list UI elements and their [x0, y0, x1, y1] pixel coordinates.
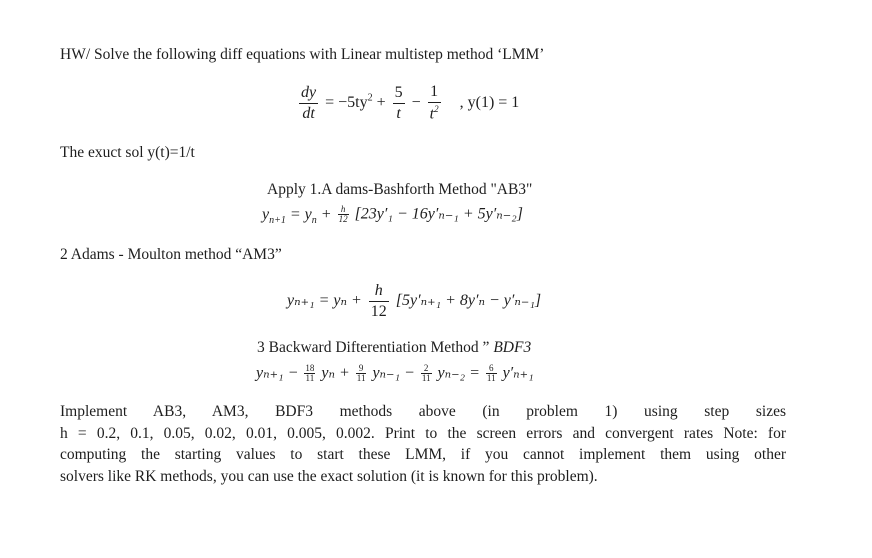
bdf3-formula	[256, 364, 534, 384]
one-over-t2-fraction	[428, 84, 441, 122]
ab3-title: Apply 1.A dams-Bashforth Method "AB3"	[267, 181, 533, 198]
initial-condition: , y(1) = 1	[459, 93, 520, 111]
am3-formula	[287, 283, 541, 320]
ab3-rhs: [23y′₁ − 16y′ₙ₋₁ + 5y′ₙ₋₂]	[354, 205, 523, 223]
task-line-4: solvers like RK methods, you can use the exact solution (it is known for this problem).	[60, 468, 598, 486]
bdf3-title-prefix: 3 Backward Difterentiation Method ”	[257, 339, 490, 356]
bdf3-frac-2-11: $\frac{2}{11}$	[421, 363, 431, 384]
bdf3-frac-9-11: $\frac{9}{11}$	[356, 363, 366, 384]
exact-solution: The exuct sol y(t)=1/t	[60, 144, 195, 161]
am3-title: 2 Adams - Moulton method “AM3”	[60, 246, 282, 263]
bdf3-term5: y′ₙ₊₁	[502, 364, 534, 382]
am3-h-over-12: $\frac{h}{12}$	[370, 282, 387, 320]
task-paragraph	[60, 401, 786, 488]
one-numerator: 1	[428, 84, 441, 103]
am3-rhs: [5y′ₙ₊₁ + 8y′ₙ − y′ₙ₋₁]	[395, 292, 542, 310]
am3-lhs: yₙ₊₁ = yₙ +	[287, 292, 362, 310]
ab3-h-over-12: $\frac{h}{12}$	[338, 204, 348, 225]
task-line-2: h = 0.2, 0.1, 0.05, 0.02, 0.01, 0.005, 0.002. Print to the screen errors and convergent rates Note: for	[60, 424, 786, 442]
ab3-lhs-rendered: $y_{n+1} = y_n$ +	[262, 205, 332, 226]
ode-square: 2	[367, 92, 373, 104]
bdf3-title	[257, 340, 531, 356]
task-line-3: computing the starting values to start these LMM, if you cannot implement them using other	[60, 446, 786, 464]
bdf3-frac-18-11: $\frac{18}{11}$	[305, 363, 315, 384]
five-numerator: 5	[393, 85, 405, 104]
bdf3-term2: yₙ +	[321, 364, 350, 382]
five-over-t-fraction	[393, 85, 405, 122]
ode-rhs-term: = −5ty	[325, 93, 368, 111]
bdf3-term4: yₙ₋₂ =	[437, 364, 480, 382]
dt-denominator: dt	[302, 104, 315, 122]
dy-numerator: dy	[299, 85, 318, 104]
ode-equation	[296, 84, 519, 122]
bdf3-term1: yₙ₊₁ −	[256, 364, 299, 382]
ode-plus: +	[376, 93, 386, 111]
dy-dt-fraction	[299, 85, 318, 122]
t2-denominator: $t^2$	[429, 104, 439, 123]
bdf3-term3: yₙ₋₁ −	[372, 364, 415, 382]
bdf3-frac-6-11: $\frac{6}{11}$	[486, 363, 496, 384]
ab3-formula	[262, 205, 523, 226]
ode-minus: −	[411, 93, 421, 111]
task-line-1: Implement AB3, AM3, BDF3 methods above (in problem 1) using step sizes	[60, 403, 786, 420]
t-denominator: t	[396, 104, 401, 122]
homework-heading: HW/ Solve the following diff equations with Linear multistep method ‘LMM’	[60, 46, 545, 63]
bdf3-title-suffix: BDF3	[493, 339, 532, 356]
